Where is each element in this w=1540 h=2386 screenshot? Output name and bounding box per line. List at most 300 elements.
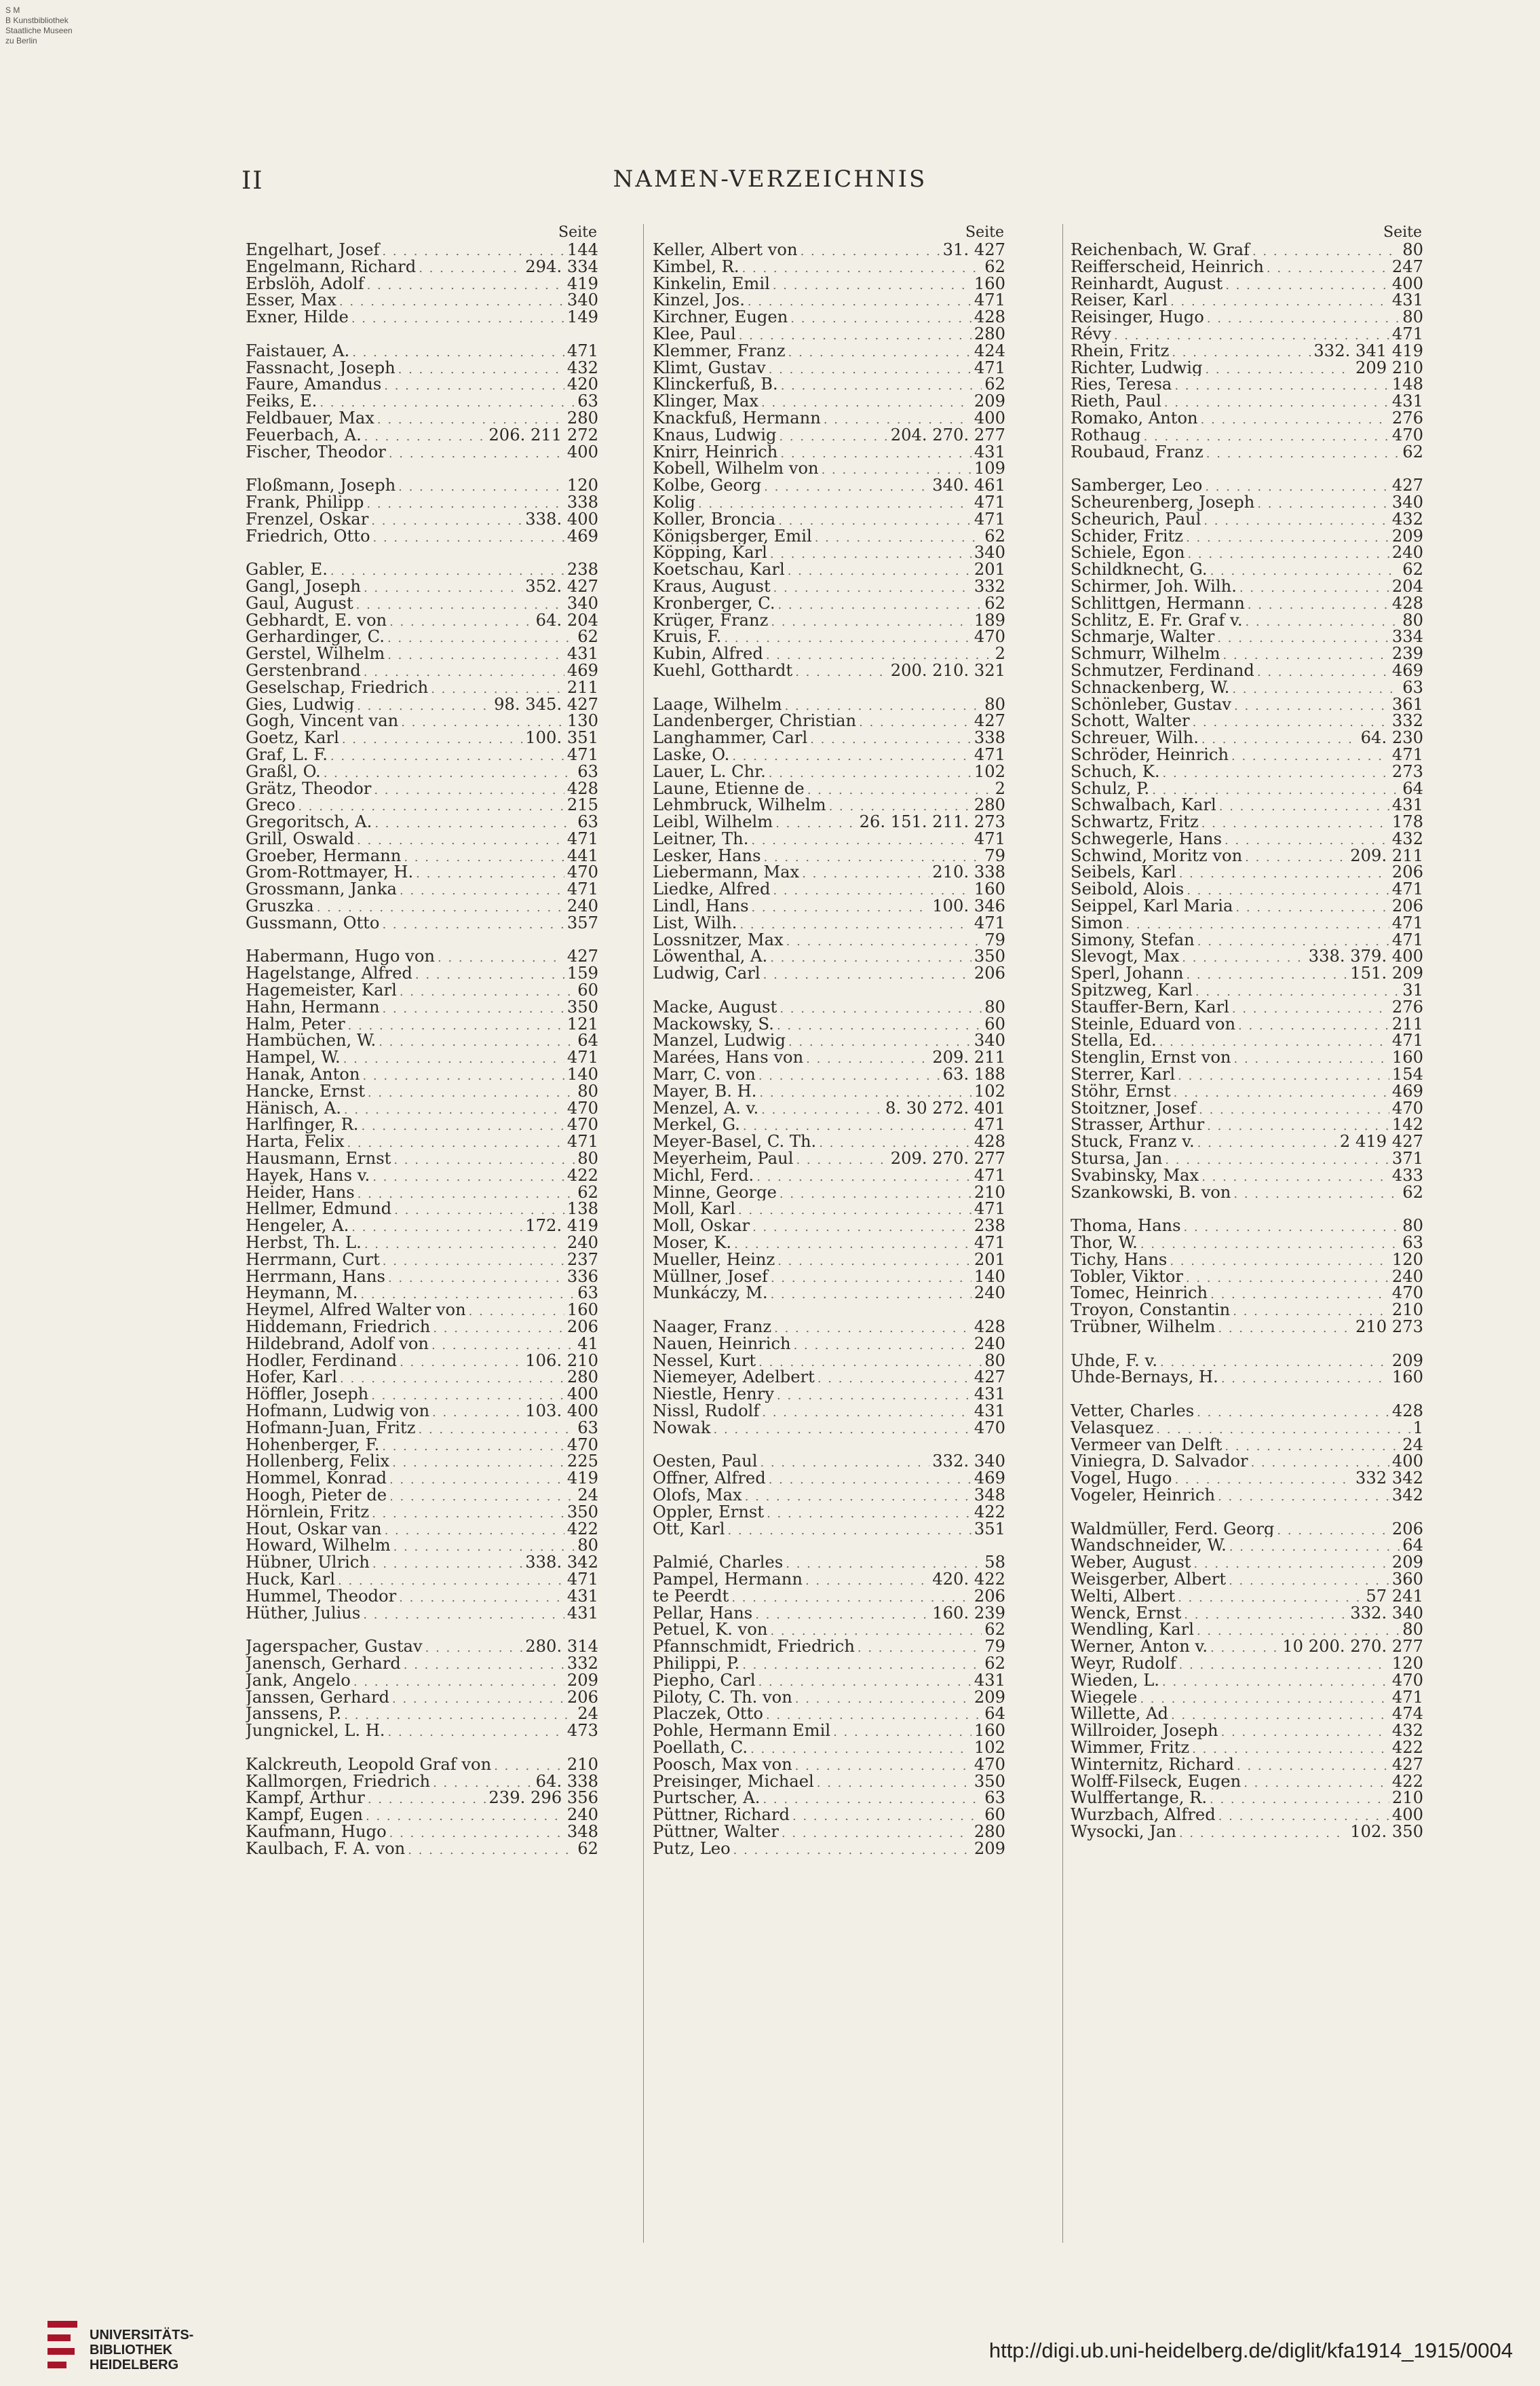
artist-name: Stuck, Franz v. bbox=[1071, 1133, 1195, 1151]
page-reference: 160 bbox=[1391, 1049, 1423, 1067]
dot-leader bbox=[438, 950, 564, 965]
index-entry bbox=[653, 1571, 1005, 1588]
page-reference: 209. 211 bbox=[932, 1049, 1005, 1067]
page-reference: 400 bbox=[1391, 275, 1423, 292]
dot-leader bbox=[1170, 294, 1389, 309]
artist-name: Frenzel, Oskar bbox=[246, 510, 369, 528]
page-reference: 62 bbox=[577, 628, 598, 646]
page-header bbox=[0, 162, 1540, 202]
dot-leader bbox=[1184, 1607, 1347, 1622]
index-entry bbox=[653, 814, 1005, 831]
artist-name: Slevogt, Max bbox=[1071, 948, 1180, 966]
index-entry bbox=[1071, 1234, 1423, 1251]
artist-name: Kinkelin, Emil bbox=[653, 275, 770, 292]
artist-name: Schwegerle, Hans bbox=[1071, 830, 1223, 848]
page-reference: 211 bbox=[1391, 1015, 1423, 1033]
page-reference: 360 bbox=[1391, 1570, 1423, 1588]
artist-name: Feldbauer, Max bbox=[246, 409, 374, 427]
page-reference: 210 bbox=[566, 1756, 598, 1773]
artist-name: Tomec, Heinrich bbox=[1071, 1285, 1208, 1302]
index-entry bbox=[246, 1386, 598, 1403]
index-entry bbox=[653, 1672, 1005, 1689]
dot-leader bbox=[1197, 1135, 1337, 1150]
artist-name: Hambüchen, W. bbox=[246, 1032, 377, 1050]
dot-leader bbox=[383, 1001, 564, 1016]
index-entry bbox=[653, 1840, 1005, 1857]
letter-group bbox=[246, 561, 598, 932]
dot-leader bbox=[802, 866, 929, 881]
dot-leader bbox=[739, 328, 971, 343]
artist-name: Gerstenbrand bbox=[246, 662, 361, 679]
index-entry bbox=[1071, 965, 1423, 982]
artist-name: Hummel, Theodor bbox=[246, 1587, 397, 1605]
index-entry bbox=[1071, 1116, 1423, 1133]
artist-name: Kobell, Wilhelm von bbox=[653, 460, 819, 478]
index-entry bbox=[1071, 1537, 1423, 1554]
dot-leader bbox=[1204, 513, 1389, 528]
dot-leader bbox=[494, 1758, 564, 1773]
artist-name: Janssens, P. bbox=[246, 1705, 342, 1723]
page-reference: 79 bbox=[984, 931, 1005, 949]
page-reference: 471 bbox=[566, 830, 598, 848]
page-reference: 357 bbox=[566, 914, 598, 932]
page-reference: 201 bbox=[974, 1251, 1005, 1268]
artist-name: Reinhardt, August bbox=[1071, 275, 1223, 292]
artist-name: Meyer-Basel, C. Th. bbox=[653, 1133, 817, 1151]
page-reference: 210. 338 bbox=[932, 864, 1005, 882]
dot-leader bbox=[330, 749, 564, 763]
dot-leader bbox=[401, 715, 564, 730]
index-entry bbox=[1071, 948, 1423, 965]
page-reference: 160 bbox=[566, 1302, 598, 1319]
seite-header: Seite bbox=[965, 224, 1004, 241]
artist-name: Willroider, Joseph bbox=[1071, 1722, 1218, 1739]
page-reference: 106. 210 bbox=[525, 1352, 598, 1369]
page-reference: 209 bbox=[566, 1671, 598, 1689]
dot-leader bbox=[714, 1422, 971, 1437]
dot-leader bbox=[1245, 850, 1347, 865]
dot-leader bbox=[1223, 647, 1389, 662]
artist-name: Pfannschmidt, Friedrich bbox=[653, 1638, 855, 1655]
index-entry bbox=[653, 1234, 1005, 1251]
index-entry bbox=[653, 259, 1005, 276]
artist-name: Gogh, Vincent van bbox=[246, 713, 399, 730]
artist-name: Lauer, L. Chr. bbox=[653, 763, 766, 780]
dot-leader bbox=[777, 1388, 971, 1403]
page-reference: 400 bbox=[974, 409, 1005, 427]
index-entry bbox=[246, 511, 598, 528]
index-entry bbox=[653, 561, 1005, 578]
artist-name: Hofer, Karl bbox=[246, 1369, 337, 1386]
page-reference: 120 bbox=[1391, 1654, 1423, 1672]
page-reference: 62 bbox=[1402, 1183, 1423, 1201]
artist-name: Schider, Fritz bbox=[1071, 527, 1184, 545]
dot-leader bbox=[392, 1455, 564, 1470]
dot-leader bbox=[760, 1455, 929, 1470]
index-entry bbox=[653, 831, 1005, 848]
page-reference: 62 bbox=[984, 527, 1005, 545]
artist-name: Herrmann, Curt bbox=[246, 1251, 380, 1268]
dot-leader bbox=[1233, 1304, 1389, 1319]
page-reference: 470 bbox=[566, 864, 598, 882]
dot-leader bbox=[1221, 1371, 1389, 1386]
page-reference: 120 bbox=[566, 477, 598, 494]
page-reference: 63 bbox=[577, 763, 598, 780]
artist-name: Klinckerfuß, B. bbox=[653, 376, 778, 394]
page-reference: 471 bbox=[1391, 1688, 1423, 1706]
artist-name: Kampf, Arthur bbox=[246, 1790, 365, 1807]
index-entry bbox=[653, 326, 1005, 343]
artist-name: Janensch, Gerhard bbox=[246, 1654, 401, 1672]
page-reference: 1 bbox=[1412, 1419, 1423, 1437]
artist-name: Kirchner, Eugen bbox=[653, 309, 788, 326]
index-entry bbox=[1071, 1437, 1423, 1454]
page-reference: 64 bbox=[577, 1032, 598, 1050]
dot-leader bbox=[1174, 1472, 1353, 1487]
dot-leader bbox=[385, 1523, 564, 1538]
artist-name: Floßmann, Joseph bbox=[246, 477, 396, 494]
dot-leader bbox=[393, 1152, 575, 1167]
dot-leader bbox=[1248, 597, 1389, 612]
page-reference: 471 bbox=[566, 1049, 598, 1067]
artist-name: Kimbel, R. bbox=[653, 258, 739, 276]
page-reference: 471 bbox=[974, 292, 1005, 309]
page-reference: 336 bbox=[566, 1268, 598, 1285]
page-reference: 204 bbox=[1391, 577, 1423, 595]
index-entry bbox=[653, 1655, 1005, 1672]
artist-name: Schröder, Heinrich bbox=[1071, 746, 1229, 763]
dot-leader bbox=[1197, 1623, 1400, 1638]
artist-name: Engelmann, Richard bbox=[246, 258, 417, 276]
page-reference: 41 bbox=[577, 1335, 598, 1352]
artist-name: Jank, Angelo bbox=[246, 1671, 351, 1689]
artist-name: Keller, Albert von bbox=[653, 242, 798, 259]
artist-name: Halm, Peter bbox=[246, 1015, 345, 1033]
index-entry bbox=[653, 645, 1005, 662]
index-entry bbox=[246, 1167, 598, 1184]
index-entry bbox=[246, 444, 598, 461]
index-entry bbox=[1071, 1369, 1423, 1386]
dot-leader bbox=[1257, 664, 1389, 679]
letter-group bbox=[1071, 1352, 1423, 1386]
dot-leader bbox=[777, 1018, 982, 1033]
artist-name: Schmarje, Walter bbox=[1071, 628, 1215, 646]
artist-name: Vogeler, Heinrich bbox=[1071, 1486, 1216, 1504]
artist-name: Schönleber, Gustav bbox=[1071, 696, 1232, 713]
artist-name: Schiele, Egon bbox=[1071, 544, 1185, 562]
column-divider bbox=[1062, 224, 1063, 2243]
page-reference: 427 bbox=[974, 1369, 1005, 1386]
letter-group bbox=[653, 242, 1005, 679]
artist-name: Scheurich, Paul bbox=[1071, 510, 1201, 528]
dot-leader bbox=[389, 614, 533, 629]
index-entry bbox=[653, 662, 1005, 679]
artist-name: Kinzel, Jos. bbox=[653, 292, 745, 309]
dot-leader bbox=[755, 1607, 929, 1622]
column-divider bbox=[643, 224, 644, 2243]
artist-name: Reifferscheid, Heinrich bbox=[1071, 258, 1264, 276]
artist-name: Meyerheim, Paul bbox=[653, 1150, 794, 1167]
artist-name: Manzel, Ludwig bbox=[653, 1032, 786, 1050]
dot-leader bbox=[1267, 261, 1389, 276]
dot-leader bbox=[367, 278, 564, 292]
artist-name: Howard, Wilhelm bbox=[246, 1537, 391, 1555]
artist-name: Niestle, Henry bbox=[653, 1386, 774, 1403]
index-entry bbox=[246, 528, 598, 545]
artist-name: Graßl, O. bbox=[246, 763, 321, 780]
artist-name: Stoitzner, Josef bbox=[1071, 1099, 1197, 1117]
index-entry bbox=[653, 1150, 1005, 1167]
dot-leader bbox=[739, 917, 971, 932]
index-entry bbox=[1071, 1571, 1423, 1588]
index-entry bbox=[246, 276, 598, 292]
index-entry bbox=[246, 1200, 598, 1217]
page-reference: 63 bbox=[984, 1790, 1005, 1807]
letter-group bbox=[246, 343, 598, 461]
artist-name: Kronberger, C. bbox=[653, 594, 775, 612]
dot-leader bbox=[400, 1355, 522, 1369]
artist-name: Laune, Etienne de bbox=[653, 780, 805, 797]
index-entry bbox=[1071, 1722, 1423, 1739]
index-entry bbox=[1071, 1672, 1423, 1689]
artist-name: Gruszka bbox=[246, 898, 314, 915]
index-entry bbox=[1071, 1689, 1423, 1706]
dot-leader bbox=[770, 950, 971, 965]
dot-leader bbox=[338, 1573, 564, 1588]
dot-leader bbox=[1194, 1556, 1389, 1571]
index-entry bbox=[246, 1116, 598, 1133]
page-reference: 422 bbox=[1391, 1739, 1423, 1756]
dot-leader bbox=[792, 1809, 982, 1823]
index-entry bbox=[1071, 730, 1423, 746]
index-entry bbox=[653, 1756, 1005, 1773]
page-reference: 340 bbox=[566, 292, 598, 309]
artist-name: Klee, Paul bbox=[653, 325, 736, 343]
page-reference: 2 bbox=[995, 780, 1005, 797]
index-entry bbox=[246, 1823, 598, 1840]
artist-name: Groeber, Hermann bbox=[246, 847, 402, 865]
page-reference: 470 bbox=[974, 1419, 1005, 1437]
artist-name: Seippel, Karl Maria bbox=[1071, 898, 1233, 915]
page-reference: 470 bbox=[566, 1116, 598, 1134]
dot-leader bbox=[1162, 1674, 1389, 1689]
dot-leader bbox=[1210, 563, 1400, 578]
artist-name: Hanak, Anton bbox=[246, 1066, 360, 1083]
index-entry bbox=[246, 1403, 598, 1420]
artist-name: Habermann, Hugo von bbox=[246, 948, 435, 966]
index-entry bbox=[1071, 1319, 1423, 1336]
page-reference: 60 bbox=[984, 1806, 1005, 1823]
dot-leader bbox=[829, 799, 971, 814]
page-reference: 160 bbox=[974, 1722, 1005, 1739]
page-reference: 63 bbox=[577, 1285, 598, 1302]
dot-leader bbox=[788, 1034, 971, 1049]
dot-leader bbox=[742, 1657, 982, 1672]
page-reference: 80 bbox=[577, 1082, 598, 1100]
dot-leader bbox=[1140, 1691, 1389, 1706]
page-reference: 471 bbox=[974, 1167, 1005, 1184]
artist-name: Leitner, Th. bbox=[653, 830, 749, 848]
index-entry bbox=[246, 1773, 598, 1790]
artist-name: Gaul, August bbox=[246, 594, 353, 612]
artist-name: Müllner, Josef bbox=[653, 1268, 768, 1285]
dot-leader bbox=[859, 715, 971, 730]
page-reference: 427 bbox=[1391, 477, 1423, 494]
page-reference: 64 bbox=[1402, 1537, 1423, 1555]
dot-leader bbox=[1225, 833, 1389, 848]
index-entry bbox=[653, 628, 1005, 645]
letter-group bbox=[1071, 1521, 1423, 1840]
index-entry bbox=[246, 864, 598, 881]
artist-name: Thor, W. bbox=[1071, 1234, 1138, 1251]
page-reference: 80 bbox=[1402, 1621, 1423, 1639]
index-entry bbox=[653, 1554, 1005, 1571]
index-entry bbox=[653, 713, 1005, 730]
dot-leader bbox=[731, 1590, 971, 1605]
artist-name: Stursa, Jan bbox=[1071, 1150, 1163, 1167]
index-entry bbox=[1071, 1773, 1423, 1790]
page-reference: 238 bbox=[566, 561, 598, 578]
page-reference: 26. 151. 211. 273 bbox=[859, 814, 1005, 831]
dot-leader bbox=[752, 1219, 971, 1234]
index-entry bbox=[1071, 679, 1423, 696]
index-entry bbox=[653, 1689, 1005, 1706]
index-entry bbox=[1071, 477, 1423, 494]
page-reference: 332 bbox=[974, 577, 1005, 595]
index-entry bbox=[1071, 544, 1423, 561]
artist-name: Rhein, Fritz bbox=[1071, 342, 1170, 360]
page-reference: 64. 230 bbox=[1360, 730, 1423, 746]
dot-leader bbox=[1201, 732, 1358, 746]
index-entry bbox=[246, 1554, 598, 1571]
letter-group bbox=[653, 999, 1005, 1302]
artist-name: Stenglin, Ernst von bbox=[1071, 1049, 1231, 1067]
dot-leader bbox=[371, 1388, 564, 1403]
index-entry bbox=[653, 1504, 1005, 1521]
page-reference: 432 bbox=[1391, 830, 1423, 848]
page-reference: 189 bbox=[974, 611, 1005, 629]
artist-name: Michl, Ferd. bbox=[653, 1167, 754, 1184]
dot-leader bbox=[382, 1439, 564, 1454]
source-url[interactable]: http://digi.ub.uni-heidelberg.de/diglit/kfa1914_1915/0004 bbox=[988, 2338, 1513, 2362]
dot-leader bbox=[1205, 479, 1389, 494]
index-entry bbox=[653, 1722, 1005, 1739]
index-entry bbox=[246, 343, 598, 360]
artist-name: Ludwig, Carl bbox=[653, 965, 761, 983]
index-entry bbox=[246, 477, 598, 494]
dot-leader bbox=[767, 1506, 971, 1521]
page-reference: 160 bbox=[974, 275, 1005, 292]
index-entry bbox=[1071, 1705, 1423, 1722]
page-reference: 471 bbox=[1391, 746, 1423, 763]
dot-leader bbox=[389, 446, 564, 461]
page-reference: 209 bbox=[974, 393, 1005, 410]
artist-name: Weyr, Rudolf bbox=[1071, 1654, 1176, 1672]
index-entry bbox=[653, 1487, 1005, 1504]
page-reference: 103. 400 bbox=[525, 1402, 598, 1420]
artist-name: Mackowsky, S. bbox=[653, 1015, 774, 1033]
index-entry bbox=[246, 1016, 598, 1033]
artist-name: Hout, Oskar van bbox=[246, 1520, 382, 1538]
dot-leader bbox=[1219, 799, 1389, 814]
artist-name: Hübner, Ulrich bbox=[246, 1554, 370, 1571]
page-reference: 334 bbox=[1391, 628, 1423, 646]
artist-name: Huck, Karl bbox=[246, 1570, 336, 1588]
artist-name: Ries, Teresa bbox=[1071, 376, 1172, 394]
dot-leader bbox=[425, 1640, 523, 1655]
index-entry bbox=[653, 1016, 1005, 1033]
dot-leader bbox=[758, 1355, 982, 1369]
index-entry bbox=[1071, 746, 1423, 763]
dot-leader bbox=[1199, 1102, 1389, 1117]
index-entry bbox=[1071, 780, 1423, 797]
index-entry bbox=[246, 595, 598, 612]
artist-name: Piepho, Carl bbox=[653, 1671, 756, 1689]
page-reference: 294. 334 bbox=[525, 258, 598, 276]
index-entry bbox=[1071, 628, 1423, 645]
page-reference: 206. 211 272 bbox=[488, 426, 598, 444]
dot-leader bbox=[1218, 1489, 1389, 1504]
index-entry bbox=[1071, 326, 1423, 343]
artist-name: Reisinger, Hugo bbox=[1071, 309, 1204, 326]
page-reference: 63 bbox=[577, 393, 598, 410]
index-entry bbox=[246, 1722, 598, 1739]
artist-name: Kaulbach, F. A. von bbox=[246, 1840, 406, 1857]
page-reference: 432 bbox=[566, 359, 598, 377]
page-reference: 237 bbox=[566, 1251, 598, 1268]
page-reference: 210 bbox=[1391, 1302, 1423, 1319]
page-reference: 431 bbox=[974, 443, 1005, 461]
index-entry bbox=[1071, 1150, 1423, 1167]
artist-name: Oppler, Ernst bbox=[653, 1503, 765, 1521]
page-reference: 428 bbox=[974, 309, 1005, 326]
dot-leader bbox=[779, 1001, 982, 1016]
page-reference: 469 bbox=[1391, 662, 1423, 679]
page-reference: 211 bbox=[566, 679, 598, 696]
artist-name: Schmurr, Wilhelm bbox=[1071, 645, 1220, 662]
page-reference: 62 bbox=[577, 1840, 598, 1857]
page-reference: 79 bbox=[984, 847, 1005, 865]
letter-group bbox=[246, 1638, 598, 1739]
index-entry bbox=[653, 915, 1005, 932]
page-reference: 400 bbox=[566, 1386, 598, 1403]
index-entry bbox=[1071, 1302, 1423, 1319]
dot-leader bbox=[817, 1371, 971, 1386]
artist-name: Placzek, Otto bbox=[653, 1705, 763, 1723]
page-reference: 206 bbox=[1391, 864, 1423, 882]
index-entry bbox=[246, 948, 598, 965]
library-logo-icon bbox=[47, 2321, 77, 2368]
artist-name: Jagerspacher, Gustav bbox=[246, 1638, 423, 1655]
index-entry bbox=[1071, 1184, 1423, 1201]
page-reference: 64 bbox=[1402, 780, 1423, 797]
index-entry bbox=[1071, 814, 1423, 831]
index-entry bbox=[1071, 410, 1423, 427]
artist-name: Laage, Wilhelm bbox=[653, 696, 782, 713]
index-entry bbox=[1071, 1739, 1423, 1756]
page-reference: 471 bbox=[974, 510, 1005, 528]
index-entry bbox=[653, 1806, 1005, 1823]
index-entry bbox=[1071, 259, 1423, 276]
page-reference: 427 bbox=[974, 713, 1005, 730]
index-entry bbox=[1071, 1133, 1423, 1150]
page-reference: 470 bbox=[1391, 426, 1423, 444]
artist-name: Gregoritsch, A. bbox=[246, 814, 372, 831]
index-entry bbox=[653, 1336, 1005, 1352]
dot-leader bbox=[795, 1691, 971, 1706]
dot-leader bbox=[773, 883, 971, 898]
artist-name: Mueller, Heinz bbox=[653, 1251, 775, 1268]
